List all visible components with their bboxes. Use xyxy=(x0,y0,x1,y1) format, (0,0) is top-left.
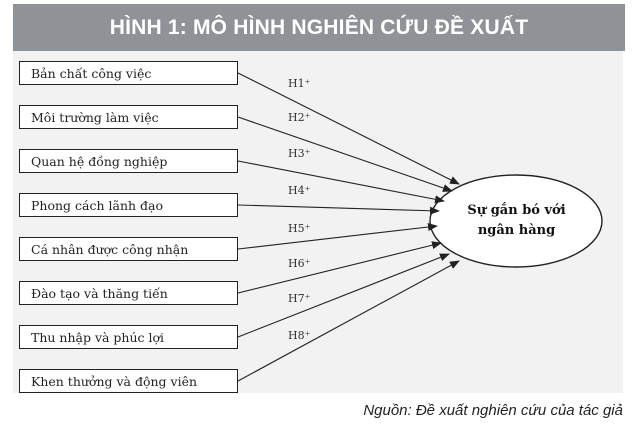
hypothesis-label-5: H5⁺ xyxy=(288,222,311,235)
hypothesis-label-2: H2⁺ xyxy=(288,111,311,124)
factor-box-5 xyxy=(19,237,238,261)
factor-box-1 xyxy=(19,61,238,85)
diagram-panel xyxy=(13,51,623,393)
arrow-3 xyxy=(238,161,444,201)
factor-box-3 xyxy=(19,149,238,173)
factor-box-4 xyxy=(19,193,238,217)
factor-label-6: Đào tạo và thăng tiến xyxy=(31,285,168,301)
factor-label-8: Khen thưởng và động viên xyxy=(31,373,198,389)
factor-label-2: Môi trường làm việc xyxy=(31,109,159,125)
factor-box-8 xyxy=(19,369,238,393)
hypothesis-label-8: H8⁺ xyxy=(288,329,311,342)
factor-box-7 xyxy=(19,325,238,349)
hypothesis-label-1: H1⁺ xyxy=(288,77,311,90)
factor-label-7: Thu nhập và phúc lợi xyxy=(31,329,165,345)
hypothesis-label-4: H4⁺ xyxy=(288,184,311,197)
arrow-6 xyxy=(238,243,441,293)
arrow-5 xyxy=(238,226,437,249)
factor-label-5: Cá nhân được công nhận xyxy=(31,241,189,257)
factor-label-4: Phong cách lãnh đạo xyxy=(31,197,163,213)
source-note: Nguồn: Đề xuất nghiên cứu của tác giả xyxy=(363,402,623,419)
factor-box-2 xyxy=(19,105,238,129)
factor-box-6 xyxy=(19,281,238,305)
factor-label-1: Bản chất công việc xyxy=(31,65,152,81)
outcome-label xyxy=(429,173,604,268)
outcome-line-2: ngân hàng xyxy=(477,222,556,238)
hypothesis-label-7: H7⁺ xyxy=(288,292,311,305)
hypothesis-label-6: H6⁺ xyxy=(288,257,311,270)
hypothesis-label-3: H3⁺ xyxy=(288,147,311,160)
outcome-line-1: Sự gắn bó với xyxy=(467,202,566,218)
factor-label-3: Quan hệ đồng nghiệp xyxy=(31,153,168,169)
figure-title: HÌNH 1: MÔ HÌNH NGHIÊN CỨU ĐỀ XUẤT xyxy=(109,15,529,39)
arrow-4 xyxy=(238,205,439,211)
arrow-2 xyxy=(238,117,452,191)
figure-title-bar xyxy=(13,4,625,51)
arrow-8 xyxy=(238,261,459,381)
